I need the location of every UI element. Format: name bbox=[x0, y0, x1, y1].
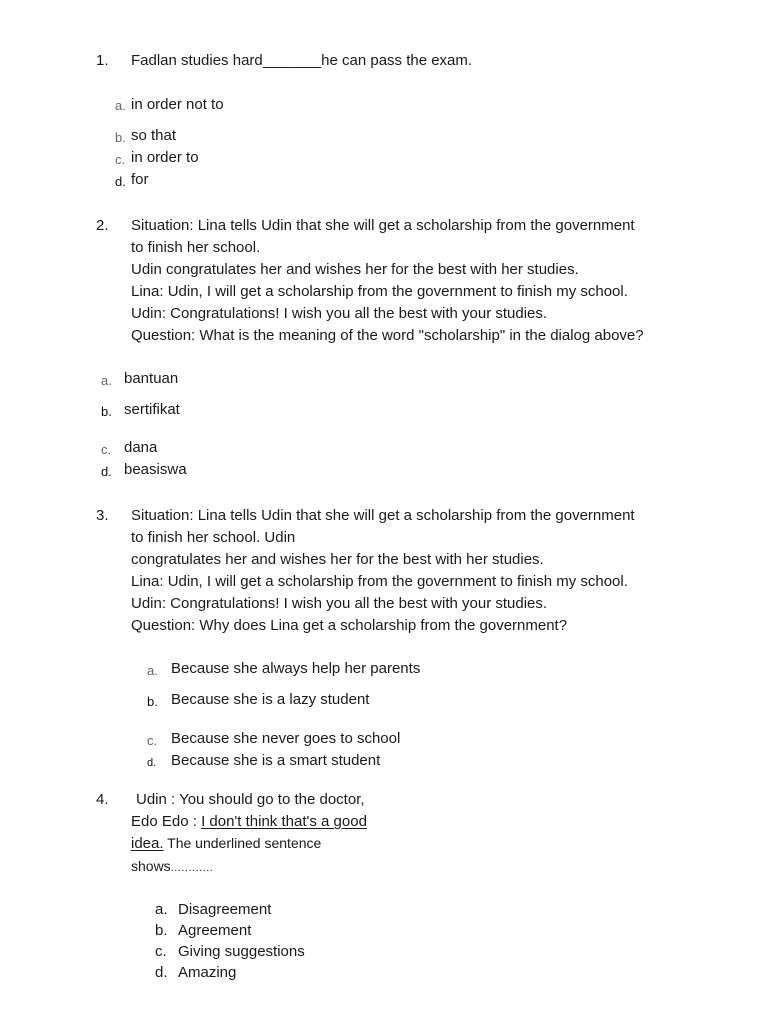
question-4-underlined-sentence: I don't think that's a good bbox=[201, 813, 367, 830]
question-2-line: Udin: Congratulations! I wish you all the best with your studies. bbox=[131, 305, 548, 322]
q4-option-c-text: Giving suggestions bbox=[178, 943, 305, 960]
question-3-number: 3. bbox=[96, 507, 109, 524]
question-2-line: Udin congratulates her and wishes her for the best with her studies. bbox=[131, 261, 579, 278]
q4-option-d-letter: d. bbox=[155, 964, 168, 981]
q1-option-a-text: in order not to bbox=[131, 96, 224, 113]
question-3-line: to finish her school. Udin bbox=[131, 529, 296, 546]
q2-option-c-letter: c. bbox=[101, 442, 112, 457]
q2-option-a-letter: a. bbox=[101, 373, 112, 388]
q3-option-b-letter: b. bbox=[147, 694, 158, 709]
question-4-line-2 bbox=[131, 813, 367, 831]
q4-option-a-text: Disagreement bbox=[178, 901, 272, 918]
q3-option-c-text: Because she never goes to school bbox=[171, 730, 401, 747]
q4-option-b-text: Agreement bbox=[178, 922, 252, 939]
q2-option-d-letter: d. bbox=[101, 464, 112, 479]
question-4-underlined-end: idea. bbox=[131, 835, 164, 852]
question-3-line: Lina: Udin, I will get a scholarship from the government to finish my school. bbox=[131, 573, 628, 590]
q2-option-c-text: dana bbox=[124, 439, 158, 456]
question-1-text: Fadlan studies hard_______he can pass the exam. bbox=[131, 52, 473, 69]
q3-option-d-letter: d. bbox=[147, 757, 157, 769]
q4-option-d-text: Amazing bbox=[178, 964, 237, 981]
question-2-line: to finish her school. bbox=[131, 239, 261, 256]
q4-option-c-letter: c. bbox=[155, 943, 167, 960]
question-3-line: Situation: Lina tells Udin that she will get a scholarship from the government bbox=[131, 507, 635, 524]
q2-option-b-text: sertifikat bbox=[124, 401, 180, 418]
q2-option-b-letter: b. bbox=[101, 404, 112, 419]
q1-option-b-letter: b. bbox=[115, 130, 126, 145]
question-4-line-1: Udin : You should go to the doctor, bbox=[136, 791, 365, 808]
question-3-line: Udin: Congratulations! I wish you all the best with your studies. bbox=[131, 595, 548, 612]
q1-option-d-letter: d. bbox=[115, 174, 126, 189]
question-4-instruction: The underlined sentence bbox=[163, 835, 322, 851]
question-2-line: Lina: Udin, I will get a scholarship from the government to finish my school. bbox=[131, 283, 628, 300]
question-4-speaker: Edo Edo : bbox=[131, 813, 202, 830]
question-2-line: Situation: Lina tells Udin that she will get a scholarship from the government bbox=[131, 217, 635, 234]
question-2-line: Question: What is the meaning of the word "scholarship" in the dialog above? bbox=[131, 327, 644, 344]
q3-option-b-text: Because she is a lazy student bbox=[171, 691, 370, 708]
q1-option-b-text: so that bbox=[131, 127, 177, 144]
question-4-line-4 bbox=[131, 857, 213, 877]
q1-option-a-letter: a. bbox=[115, 98, 126, 113]
q1-option-d-text: for bbox=[131, 171, 149, 188]
question-2-number: 2. bbox=[96, 217, 109, 234]
q3-option-a-letter: a. bbox=[147, 663, 158, 678]
q3-option-c-letter: c. bbox=[147, 733, 158, 748]
question-4-shows: shows bbox=[131, 858, 171, 874]
question-3-line: congratulates her and wishes her for the best with her studies. bbox=[131, 551, 544, 568]
q1-option-c-text: in order to bbox=[131, 149, 199, 166]
q3-option-d-text: Because she is a smart student bbox=[171, 752, 381, 769]
q1-option-c-letter: c. bbox=[115, 152, 126, 167]
q3-option-a-text: Because she always help her parents bbox=[171, 660, 421, 677]
question-3-line: Question: Why does Lina get a scholarship from the government? bbox=[131, 617, 568, 634]
question-4-number: 4. bbox=[96, 791, 109, 808]
q4-option-b-letter: b. bbox=[155, 922, 168, 939]
question-1-number: 1. bbox=[96, 52, 109, 69]
question-4-line-3 bbox=[131, 834, 321, 853]
q2-option-d-text: beasiswa bbox=[124, 461, 187, 478]
question-4-blank-dots: ............ bbox=[170, 862, 214, 874]
q2-option-a-text: bantuan bbox=[124, 370, 179, 387]
q4-option-a-letter: a. bbox=[155, 901, 168, 918]
